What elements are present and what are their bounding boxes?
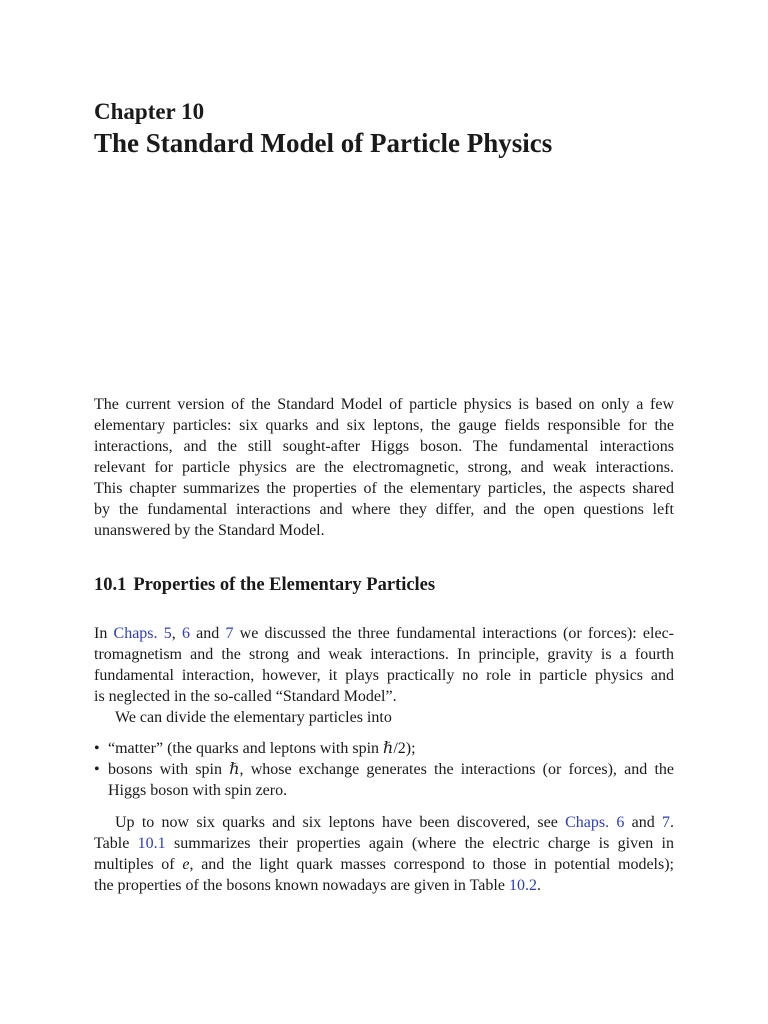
section-number: 10.1 bbox=[94, 575, 127, 595]
para-line bbox=[94, 833, 674, 854]
para-line: tromagnetism and the strong and weak interactions. In principle, gravity is a fourth bbox=[94, 646, 674, 663]
bullet-text: bosons with spin ℏ, whose exchange generates the interactions (or forces), and the bbox=[108, 761, 674, 778]
list-item bbox=[94, 738, 674, 759]
intro-line: by the fundamental interactions and where they differ, and the open questions left bbox=[94, 501, 674, 518]
para-line bbox=[94, 623, 674, 644]
text-run: . bbox=[536, 877, 541, 894]
charge-symbol: e bbox=[182, 856, 190, 873]
text-run: , and the light quark masses correspond to those in potential models); bbox=[189, 856, 675, 873]
intro-paragraph bbox=[94, 394, 674, 541]
text-run: Up to now six quarks and six leptons have been discovered, see bbox=[115, 814, 566, 831]
text-run: and bbox=[189, 625, 226, 642]
chaps-5-link[interactable]: Chaps. 5 bbox=[113, 625, 172, 642]
intro-line: elementary particles: six quarks and six leptons, the gauge fields responsible for the bbox=[94, 417, 674, 434]
paragraph-discovered bbox=[94, 812, 674, 896]
section-title: Properties of the Elementary Particles bbox=[133, 575, 436, 595]
chaps-6-link[interactable]: Chaps. 6 bbox=[565, 814, 625, 831]
para-line: fundamental interaction, however, it plays practically no role in particle physics and bbox=[94, 667, 674, 684]
table-10-2-link[interactable]: 10.2 bbox=[508, 877, 537, 894]
intro-line: interactions, and the still sought-after Higgs boson. The fundamental interactions bbox=[94, 438, 674, 455]
chapter-title: The Standard Model of Particle Physics bbox=[94, 128, 553, 158]
intro-line: unanswered by the Standard Model. bbox=[94, 522, 325, 539]
list-item bbox=[94, 759, 674, 801]
text-run: the properties of the bosons known nowadays are given in Table bbox=[94, 877, 509, 894]
text-run: In bbox=[94, 625, 114, 642]
text-run: and bbox=[624, 814, 663, 831]
text-run: summarizes their properties again (where the electric charge is given in bbox=[165, 835, 675, 852]
intro-line: relevant for particle physics are the electromagnetic, strong, and weak interactions. bbox=[94, 459, 674, 476]
bullet-marker: • bbox=[94, 740, 100, 757]
intro-line: The current version of the Standard Model of particle physics is based on only a few bbox=[94, 396, 674, 413]
text-run: , bbox=[171, 625, 182, 642]
para-line bbox=[94, 875, 674, 896]
text-run: Table bbox=[94, 835, 138, 852]
bullet-marker: • bbox=[94, 761, 100, 778]
text-run: . bbox=[670, 814, 675, 831]
chap-7-link[interactable]: 7 bbox=[225, 625, 234, 642]
para-line: is neglected in the so-called “Standard Model”. bbox=[94, 688, 397, 705]
section-heading bbox=[94, 573, 435, 597]
intro-line: This chapter summarizes the properties of the elementary particles, the aspects shared bbox=[94, 480, 674, 497]
chapter-label: Chapter 10 bbox=[94, 99, 205, 124]
paragraph-forces bbox=[94, 623, 674, 728]
table-10-1-link[interactable]: 10.1 bbox=[137, 835, 166, 852]
text-run: multiples of bbox=[94, 856, 183, 873]
para-line bbox=[94, 854, 674, 875]
text-run: we discussed the three fundamental interactions (or forces): elec- bbox=[233, 625, 674, 642]
bullet-text: “matter” (the quarks and leptons with spin ℏ/2); bbox=[108, 740, 416, 757]
chap-6-link[interactable]: 6 bbox=[181, 625, 190, 642]
chap-7-link[interactable]: 7 bbox=[662, 814, 671, 831]
bullet-list bbox=[94, 738, 674, 801]
para-line bbox=[94, 812, 674, 833]
bullet-text: Higgs boson with spin zero. bbox=[108, 782, 288, 799]
para-line: We can divide the elementary particles into bbox=[115, 709, 392, 726]
